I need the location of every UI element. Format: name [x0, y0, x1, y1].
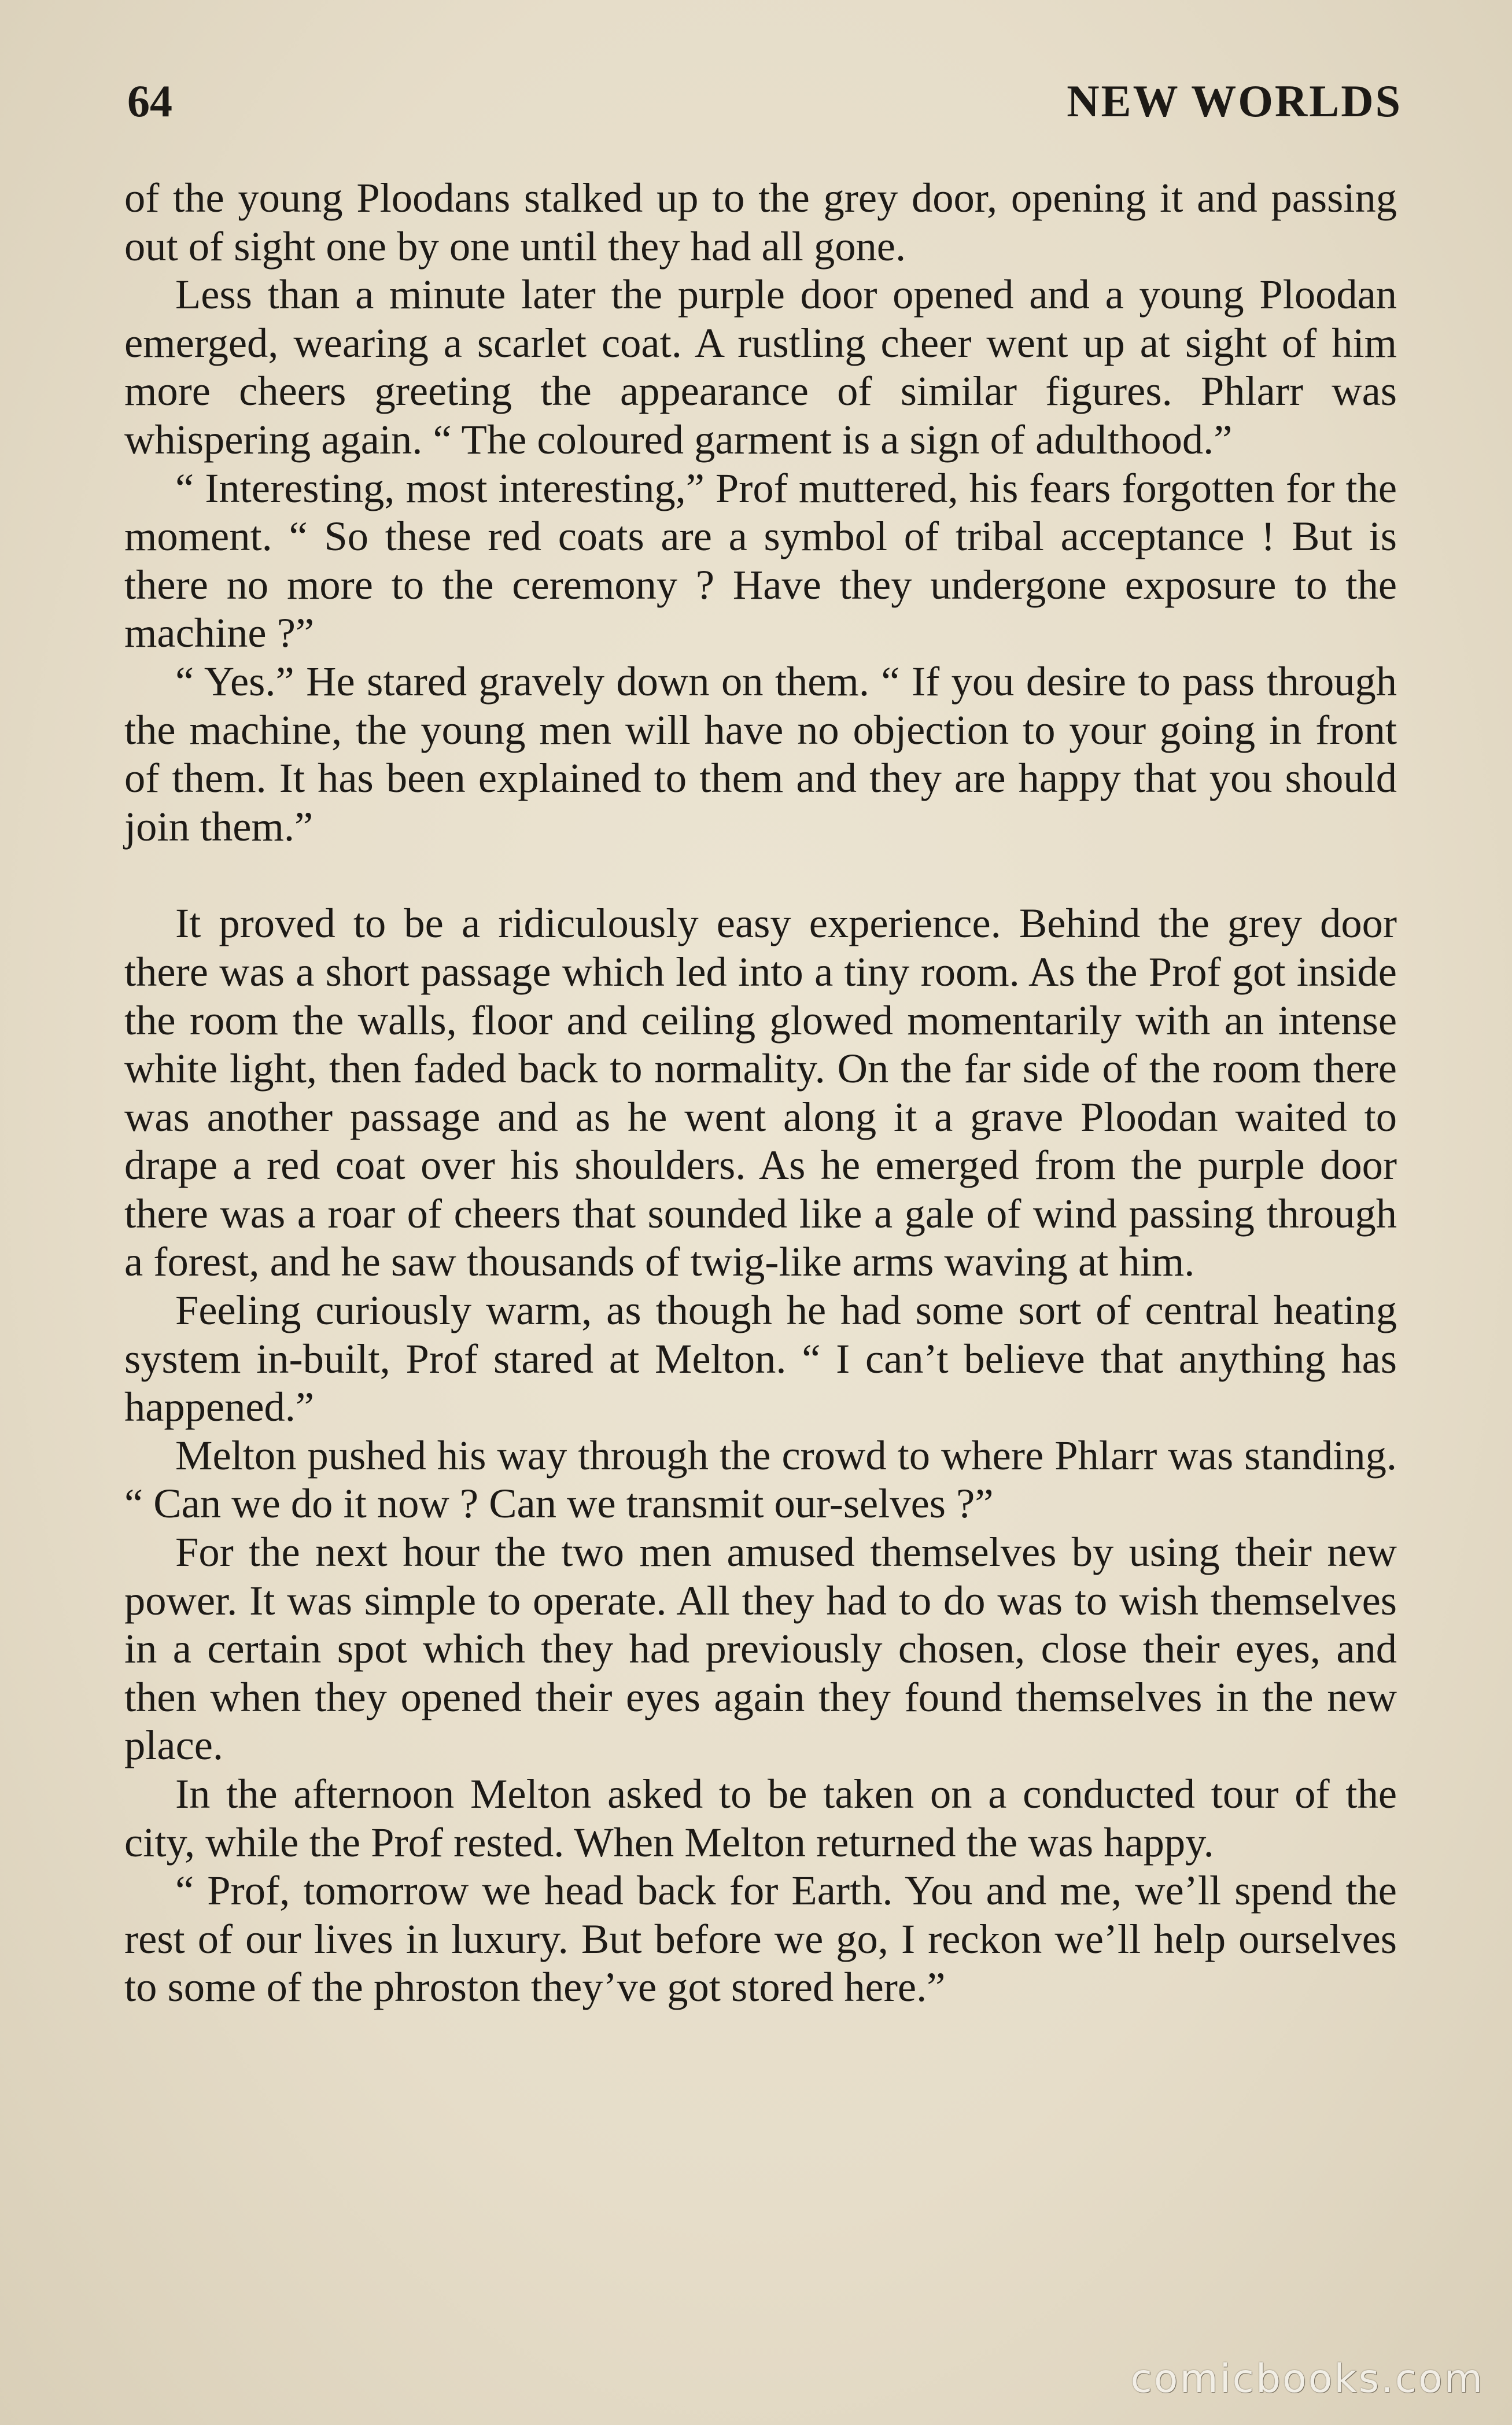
watermark: comicbooks.com: [1130, 2356, 1484, 2402]
running-head: [127, 69, 1402, 133]
paragraph-continued: of the young Ploodans stalked up to the grey door, opening it and passing out of sight one by one until they had all gone.: [124, 174, 1397, 270]
paragraph: For the next hour the two men amused themselves by using their new power. It was simple to operate. All they had to do was to wish themselves in a certain spot which they had previously chosen, close their eyes, and then when they opened their eyes again they found themselves in the new place.: [124, 1528, 1397, 1769]
paragraph: Feeling curiously warm, as though he had some sort of central heating system in-built, Prof stared at Melton. “ I can’t believe that anything has happened.”: [124, 1287, 1397, 1431]
section-break: [124, 850, 1397, 899]
paragraph: “ Interesting, most interesting,” Prof muttered, his fears forgotten for the moment. “ So these red coats are a symbol of tribal acceptance ! But is there no more to the ceremony ? Have they undergone exposure to the machine ?”: [124, 464, 1397, 657]
paragraph: “ Yes.” He stared gravely down on them. “ If you desire to pass through the machine, the young men will have no objection to your going in front of them. It has been explained to them and they are happy that you should join them.”: [124, 657, 1397, 850]
running-title: NEW WORLDS: [1067, 76, 1402, 126]
paragraph: In the afternoon Melton asked to be taken on a conducted tour of the city, while the Prof rested. When Melton returned the was happy.: [124, 1770, 1397, 1866]
body-text: [124, 174, 1397, 2011]
paragraph: “ Prof, tomorrow we head back for Earth. You and me, we’ll spend the rest of our lives in luxury. But before we go, I reckon we’ll help ourselves to some of the phroston they’ve got stored here.”: [124, 1867, 1397, 2011]
paragraph: Melton pushed his way through the crowd to where Phlarr was standing. “ Can we do it now ? Can we transmit our-selves ?”: [124, 1431, 1397, 1527]
page-number: 64: [127, 76, 172, 126]
paragraph: It proved to be a ridiculously easy experience. Behind the grey door there was a short passage which led into a tiny room. As the Prof got inside the room the walls, floor and ceiling glowed momentarily with an intense white light, then faded back to normality. On the far side of the room there was another passage and as he went along it a grave Ploodan waited to drape a red coat over his shoulders. As he emerged from the purple door there was a roar of cheers that sounded like a gale of wind passing through a forest, and he saw thousands of twig-like arms waving at him.: [124, 900, 1397, 1285]
paragraph: Less than a minute later the purple door opened and a young Ploodan emerged, wearing a scarlet coat. A rustling cheer went up at sight of him more cheers greeting the appearance of similar figures. Phlarr was whispering again. “ The coloured garment is a sign of adulthood.”: [124, 271, 1397, 463]
